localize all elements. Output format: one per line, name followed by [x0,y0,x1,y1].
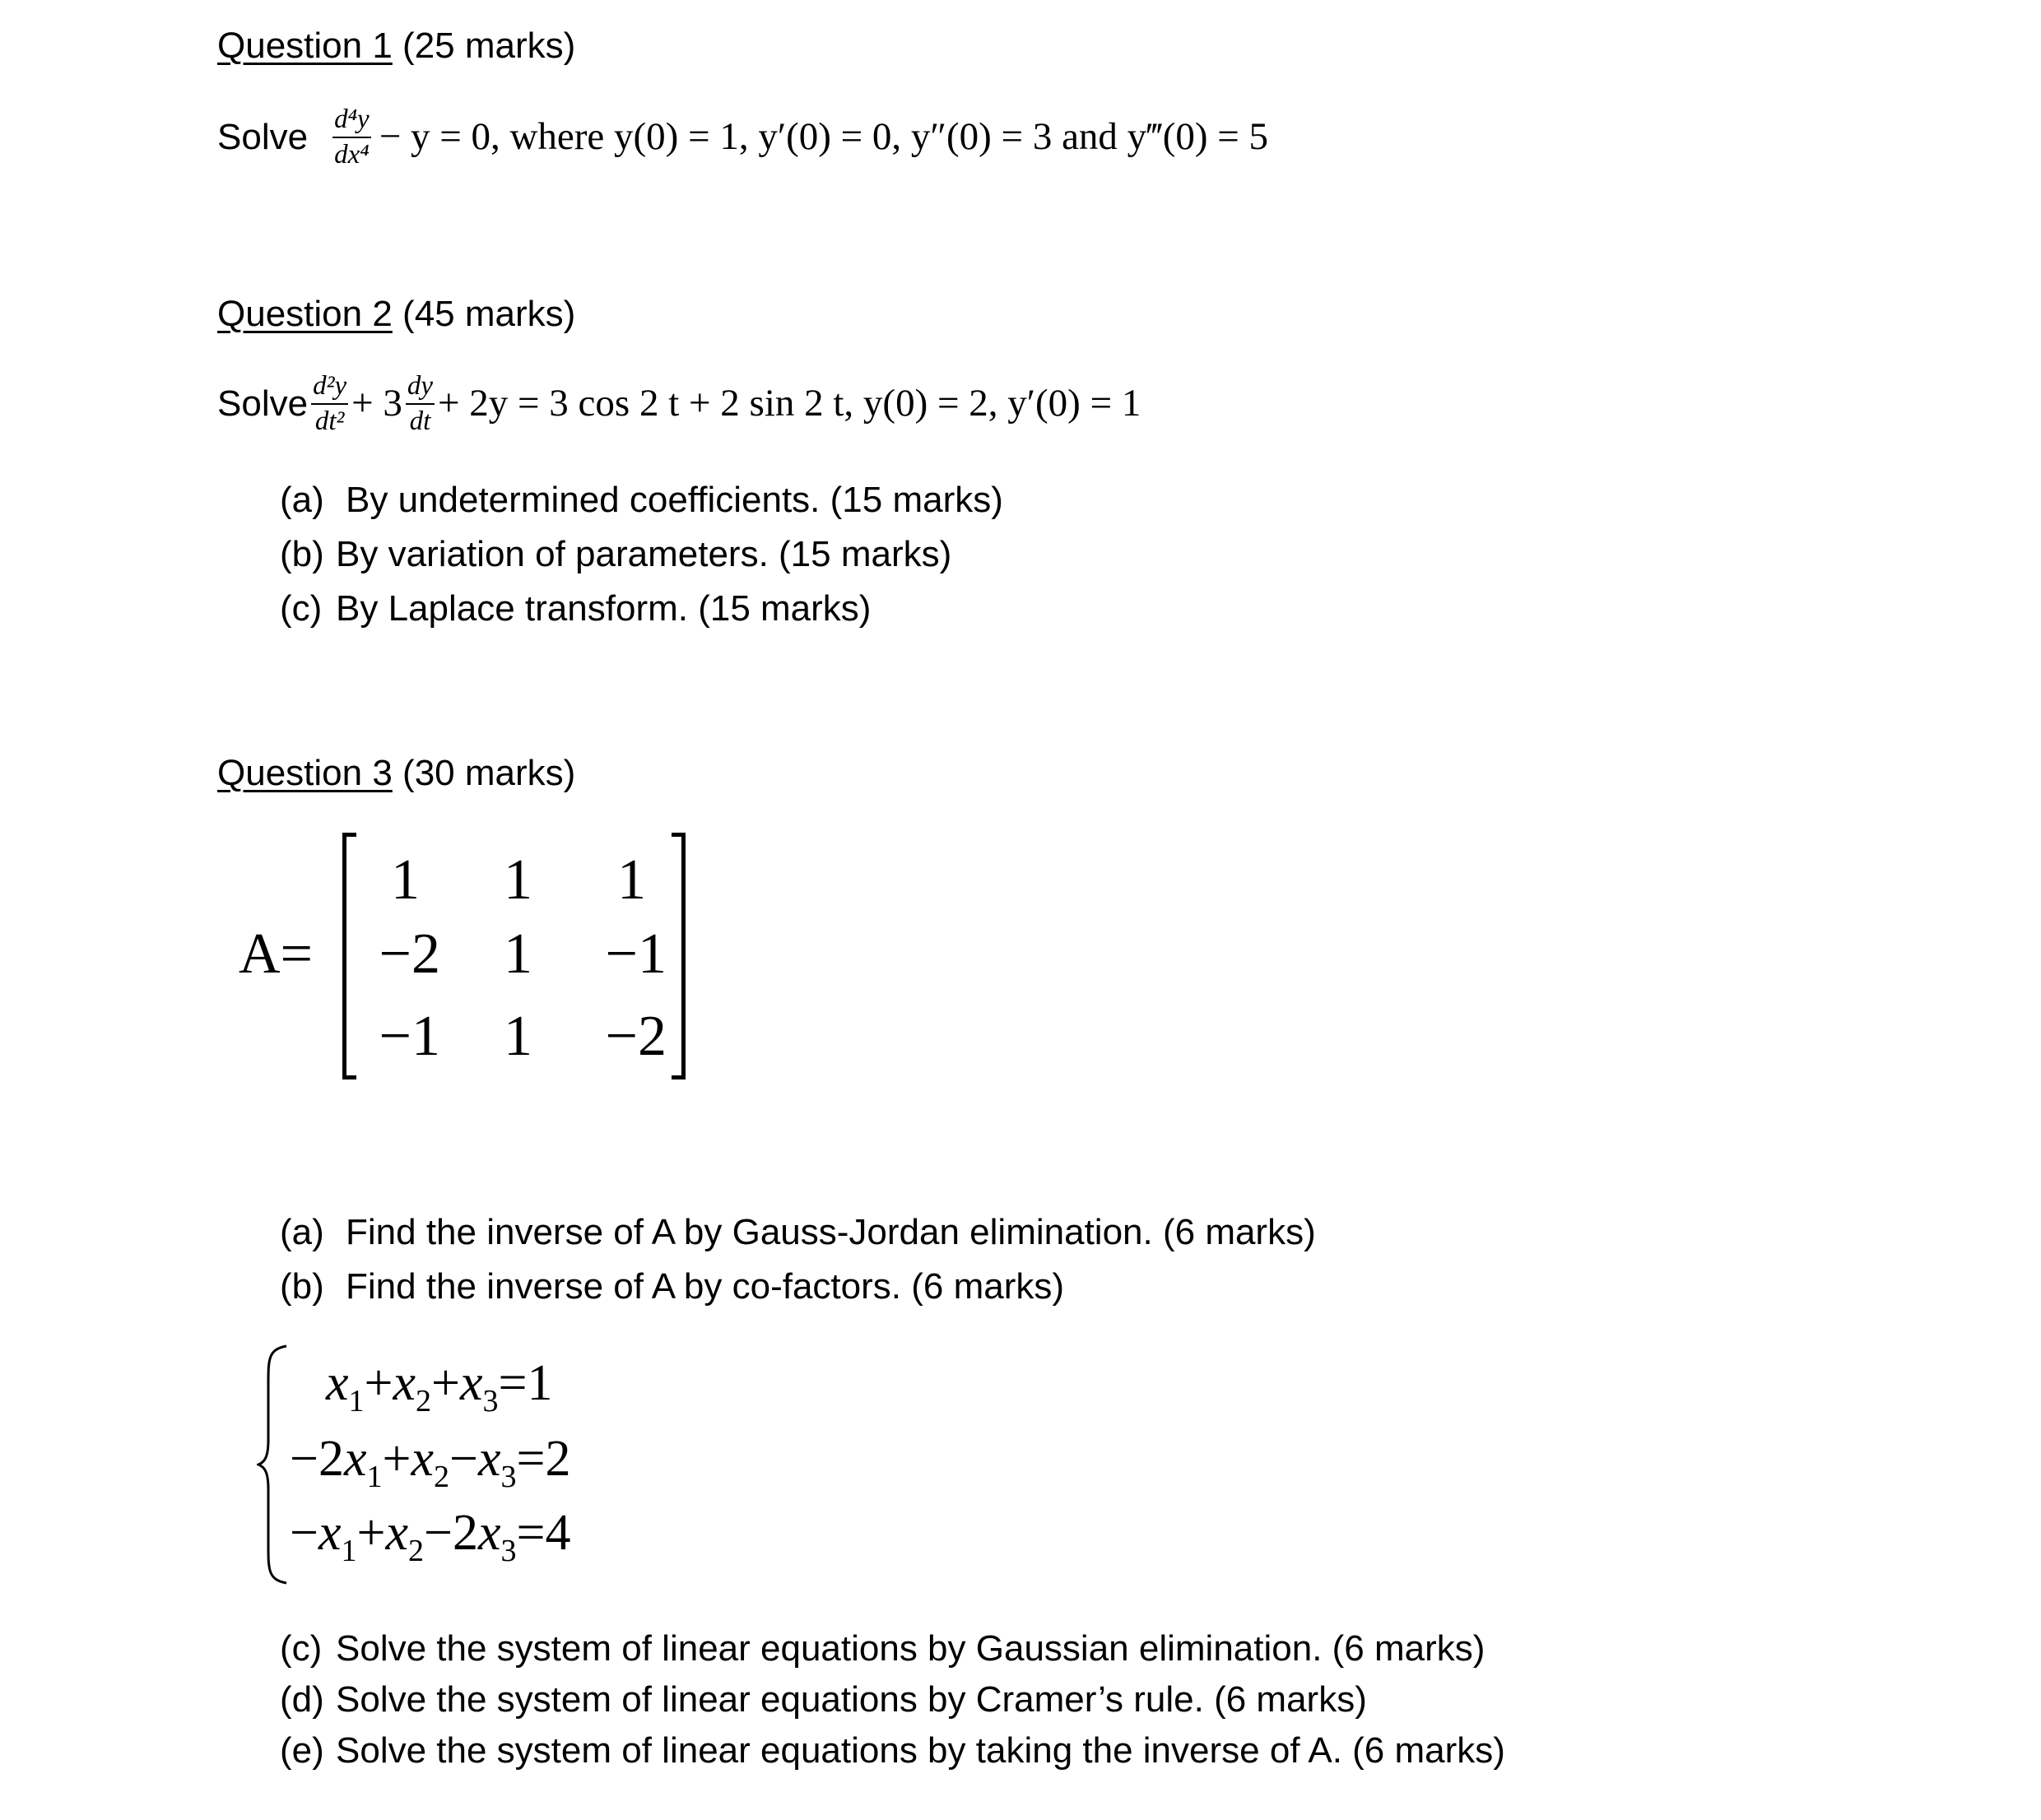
q1-frac-numerator: d⁴y [332,105,371,138]
q3-marks: (30 marks) [392,753,576,793]
matrix-cell: −1 [605,922,667,986]
q3-part-e-label: (e) [280,1730,324,1771]
system-equation-2: $-2x_1+x_2-x_3=2$ [290,1431,571,1494]
q2-part-c-label: (c) [280,588,323,629]
matrix-cell: −2 [379,922,440,986]
q1-equation: − y = 0, where y(0) = 1, y′(0) = 0, y″(0) = 3 and y‴(0) = 5 [379,115,1269,159]
system-equation-3: $-x_1+x_2-2x_3=4$ [290,1505,571,1568]
q3-part-d-text: Solve the system of linear equations by Cramer’s rule. (6 marks) [336,1679,1367,1720]
q2-part-a [280,482,1003,518]
q1-derivative-fraction [332,105,371,169]
q2-second-derivative-fraction [311,372,348,435]
system-equation-1: $x_1+x_2+x_3=1$ [326,1355,553,1418]
q3-part-a-text: Find the inverse of A by Gauss-Jordan elimination. (6 marks) [346,1212,1316,1252]
q2-part-b-label: (b) [280,534,324,574]
q1-heading [217,28,575,64]
q2-part-c [280,588,872,629]
q2-part-b [280,536,951,573]
q2-frac1-numerator: d²y [311,372,348,405]
q2-title: Question 2 [217,294,393,334]
matrix-label: A= [239,922,314,986]
matrix-cell: −2 [605,1005,667,1068]
var-x: x [460,1355,483,1411]
var-x: x [318,1505,342,1561]
matrix-cell: 1 [391,848,420,912]
q3-part-c [280,1628,1485,1669]
q2-first-derivative-fraction [406,372,435,435]
q2-middle-term: + 3 [351,382,402,425]
q2-frac2-numerator: dy [406,372,435,405]
q3-part-e [280,1730,1505,1771]
q2-problem [217,372,1141,435]
q2-part-a-text: By undetermined coefficients. (15 marks) [346,480,1003,520]
q3-part-d [280,1679,1367,1720]
q1-title: Question 1 [217,26,393,66]
var-x: x [411,1431,434,1487]
var-x: x [343,1431,367,1487]
q3-title: Question 3 [217,753,393,793]
matrix-cell: 1 [504,922,532,986]
matrix-cell: 1 [504,1005,532,1068]
q3-part-c-text: Solve the system of linear equations by Gaussian elimination. (6 marks) [336,1628,1485,1669]
var-x: x [385,1505,408,1561]
q1-solve-label: Solve [217,116,309,157]
q2-part-b-text: By variation of parameters. (15 marks) [336,534,952,574]
matrix-cell: −1 [379,1005,440,1068]
q2-solve-label: Solve [217,383,309,424]
q2-part-c-text: By Laplace transform. (15 marks) [336,588,872,629]
var-x: x [477,1431,501,1487]
q2-frac2-denominator: dt [409,406,431,436]
q2-frac1-denominator: dt² [314,406,345,436]
q1-problem [217,105,1268,169]
q1-marks: (25 marks) [392,26,576,66]
q2-part-a-label: (a) [280,480,324,520]
var-x: x [393,1355,416,1411]
q3-part-a [280,1214,1316,1251]
var-x: x [326,1355,349,1411]
q3-part-b [280,1266,1064,1307]
q2-heading [217,296,575,332]
q2-equation: + 2y = 3 cos 2 t + 2 sin 2 t, y(0) = 2, y′(0) = 1 [438,382,1141,425]
q3-heading [217,755,575,792]
matrix-right-bracket [672,833,686,1079]
q3-part-b-text: Find the inverse of A by co-factors. (6 marks) [346,1266,1064,1307]
var-x: x [477,1505,501,1561]
q3-part-e-text: Solve the system of linear equations by taking the inverse of A. (6 marks) [336,1730,1505,1771]
matrix-cell: 1 [504,848,532,912]
matrix-cell: 1 [617,848,646,912]
q1-frac-denominator: dx⁴ [334,139,370,169]
q3-part-a-label: (a) [280,1212,324,1252]
q2-marks: (45 marks) [392,294,576,334]
q3-part-c-label: (c) [280,1628,323,1669]
q3-part-b-label: (b) [280,1266,324,1307]
q3-part-d-label: (d) [280,1679,324,1720]
